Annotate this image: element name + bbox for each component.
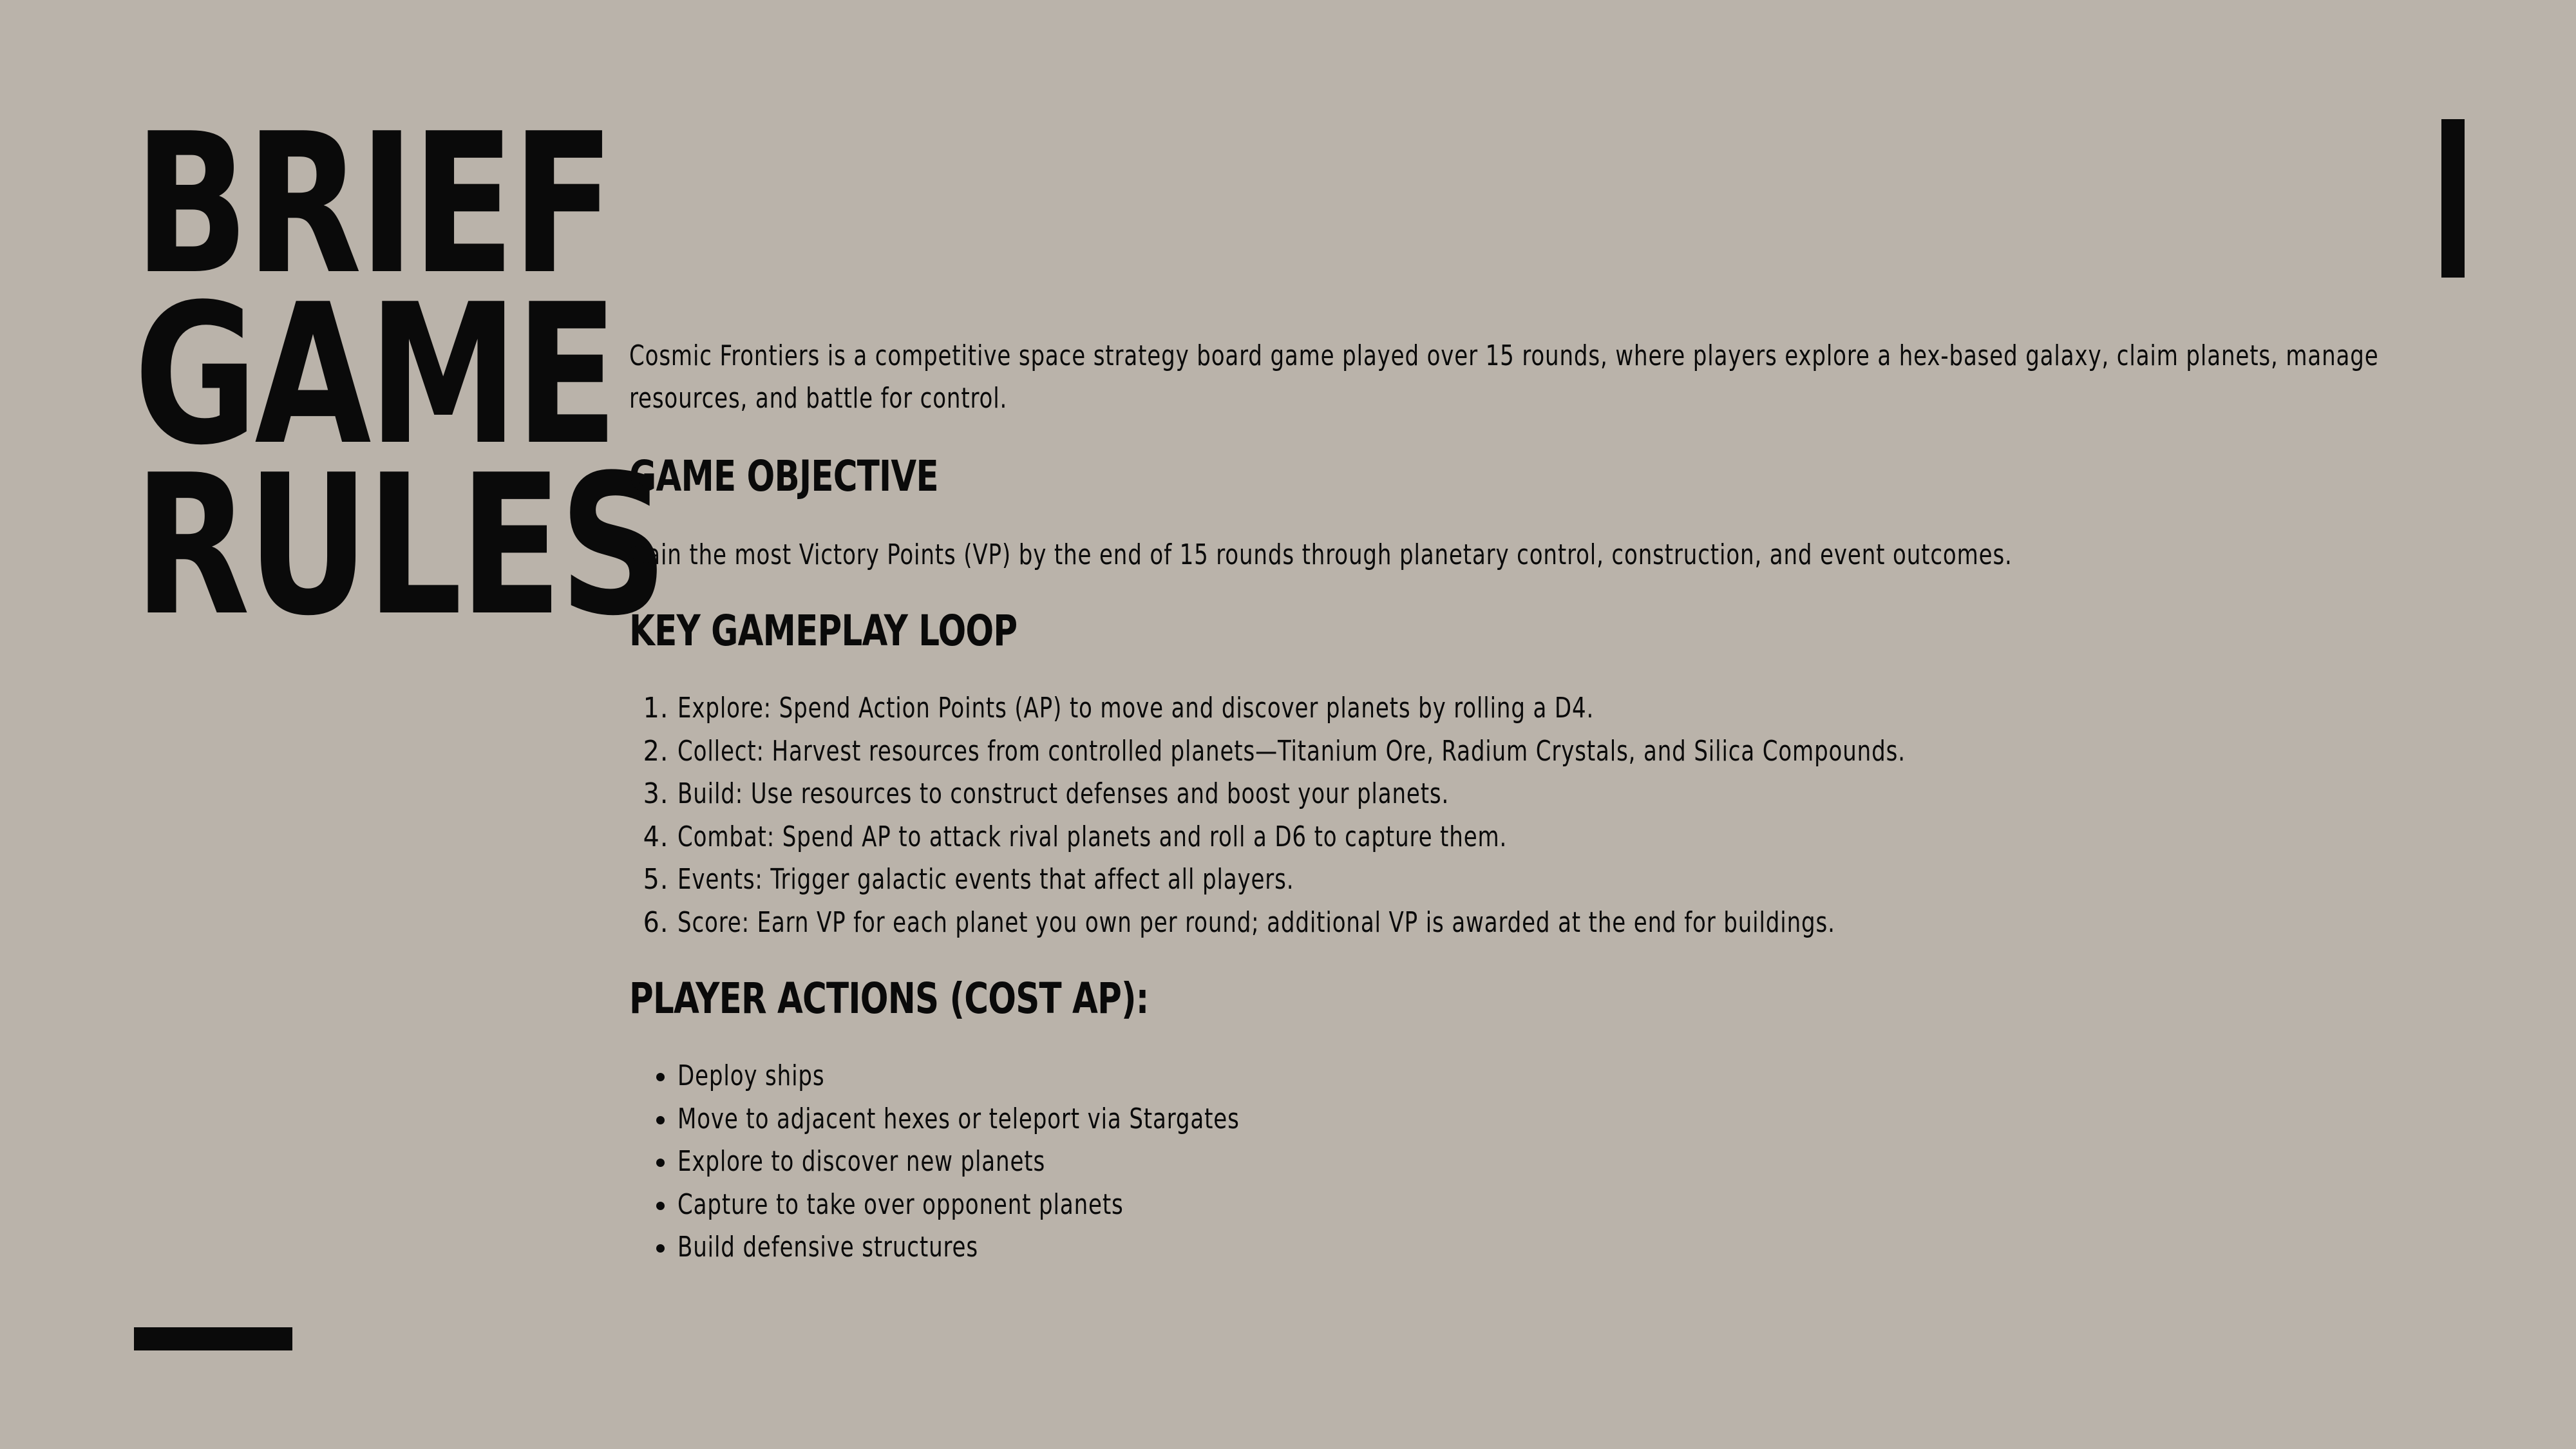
list-item-text: Capture to take over opponent planets (677, 1188, 1124, 1221)
list-item (677, 730, 2394, 773)
list-item (677, 1141, 2394, 1184)
player-actions-list (629, 1055, 2394, 1269)
list-item-text: Score: Earn VP for each planet you own per round; additional VP is awarded at the end for buildings. (677, 905, 1835, 939)
list-item-text: Collect: Harvest resources from controlled planets—Titanium Ore, Radium Crystals, and Silica Compounds. (677, 734, 1906, 768)
list-item (677, 902, 2394, 945)
objective-heading: GAME OBJECTIVE (629, 451, 938, 501)
list-item-text: Explore to discover new planets (677, 1145, 1046, 1178)
list-item-text: Move to adjacent hexes or teleport via Stargates (677, 1102, 1240, 1135)
list-item (677, 858, 2394, 902)
list-item-text: Events: Trigger galactic events that affect all players. (677, 863, 1294, 896)
title-line-1: BRIEF (134, 92, 612, 317)
title-line-2: GAME (134, 263, 616, 488)
decorative-vertical-bar (2441, 119, 2465, 278)
list-item (677, 1184, 2394, 1227)
list-item-text: Build defensive structures (677, 1231, 978, 1264)
intro-paragraph: Cosmic Frontiers is a competitive space strategy board game played over 15 rounds, where players explore a hex-based galaxy, claim planets, manage resources, and battle for control. (629, 339, 2379, 415)
player-actions-heading: PLAYER ACTIONS (COST AP): (629, 974, 1149, 1023)
list-item (677, 773, 2394, 816)
decorative-horizontal-bar (134, 1327, 292, 1350)
rules-content (629, 335, 2394, 1269)
list-item-text: Explore: Spend Action Points (AP) to move and discover planets by rolling a D4. (677, 692, 1595, 724)
list-item-text: Build: Use resources to construct defenses and boost your planets. (677, 777, 1450, 810)
intro-wrapper (629, 335, 2391, 420)
gameplay-loop-heading: KEY GAMEPLAY LOOP (629, 606, 1018, 656)
list-item (677, 1226, 2394, 1269)
list-item-text: Deploy ships (677, 1059, 825, 1092)
list-item (677, 687, 2394, 730)
list-item (677, 1055, 2394, 1098)
list-item-text: Combat: Spend AP to attack rival planets and roll a D6 to capture them. (677, 820, 1508, 853)
title-line-3: RULES (134, 433, 665, 658)
list-item (677, 1098, 2394, 1141)
objective-text (629, 534, 2394, 576)
gameplay-loop-list (629, 687, 2394, 944)
list-item (677, 816, 2394, 859)
objective-text-inner: Gain the most Victory Points (VP) by the end of 15 rounds through planetary control, construction, and event outcomes. (629, 538, 2012, 571)
page-title (134, 92, 665, 658)
